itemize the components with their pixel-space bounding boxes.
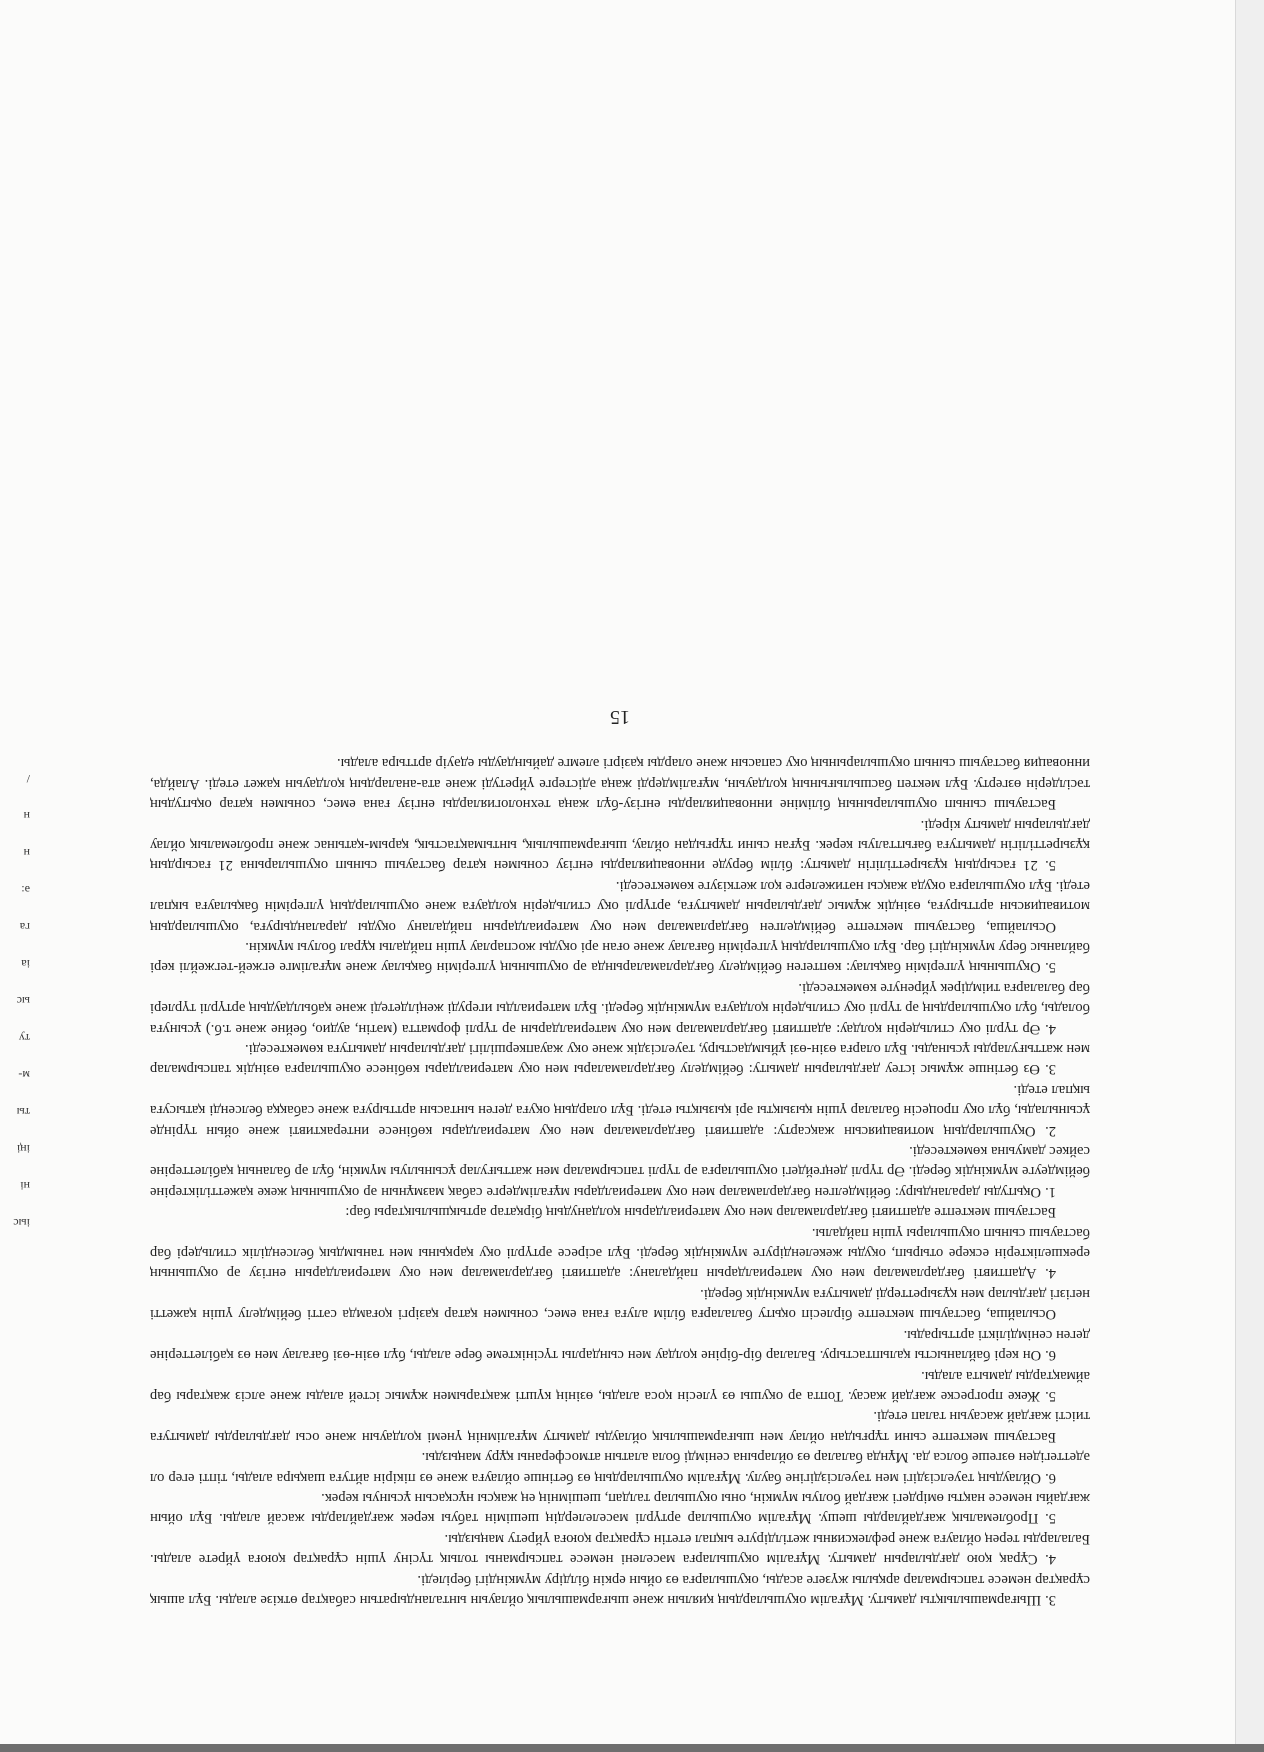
paragraph: 5. Проблемалық жағдайларды шешу. Мұғалім оқушылар әртүрлі мәселелердің шешімін табуы керек жағдайларды жасай алады. Бұл ойын жағдайы немесе нақты өмірдегі жағдай болуы мүмкін, оны оқушылар талдап, шешімнің ең жақсы нұсқасын ұсынуы керек. xyxy=(150,1489,1090,1527)
adjacent-page-text-fragments xyxy=(6,760,30,1241)
paragraph: 4. Сұрақ қою дағдыларын дамыту. Мұғалім оқушыларға мәселені немесе тапсырманы толық түсіну үшін сұрақтар қоюға үйрете алады. Балаларды терең ойлауға және рефлексияны жетілдіруге ықпал ететін сұрақтар қоюға үйрету маңызды. xyxy=(150,1530,1090,1568)
edge-fragment: га xyxy=(19,920,30,934)
edge-fragment: ыс xyxy=(16,994,30,1008)
paragraph: 1. Оқытуды дараландыру: бейімделген бағдарламалар мен оқу материалдары мұғалімдерге сабақ мазмұнын әр оқушының жеке қажеттіліктеріне бейімдеуге мүмкіндік береді. Әр түрлі деңгейдегі оқушыларға әр түрлі тапсырмалар мен жаттығулар ұсынылуы мүмкін, бұл әр баланың қабілеттеріне сәйкес дамуына көмектеседі. xyxy=(150,1143,1090,1200)
edge-fragment: н xyxy=(23,809,30,823)
edge-fragment: ты xyxy=(16,1105,30,1119)
body-text xyxy=(150,753,1090,1610)
scanner-edge xyxy=(0,1744,1264,1752)
edge-fragment: н xyxy=(23,846,30,860)
paragraph: 6. Ойлаудың тәуелсіздігі мен тәуелсіздігіне баулу. Мұғалім оқушылардың өз бетінше ойлауға және өз пікірін айтуға шақыра алады, тіпті егер ол әдеттегіден өзгеше болса да. Мұнда балалар өз ойларына сенімді бола алатын атмосфераны құру маңызды. xyxy=(150,1449,1090,1486)
edge-fragment: іңі xyxy=(16,1142,30,1156)
edge-fragment: ні xyxy=(20,1179,30,1193)
paragraph: 5. Оқушының үлгерімін бақылау: көптеген бейімделу бағдарламаларында әр оқушының үлгерімін бақылау және мұғалімге егжей-тегжейлі кері байланыс беру мүмкіндігі бар. Бұл оқушылардың үлгерімін бағалау және оған әрі оқуды жоспарлау үшін пайдалы құрал болуы мүмкін. xyxy=(150,939,1090,976)
paragraph: Осылайша, бастауыш мектепте бейімделген бағдарламалар мен оқу материалдарын пайдалану оқуды дараландыруға, оқушылардың мотивациясын арттыруға, өзіндік жұмыс дағдыларын дамытуға, әртүрлі оқу стильдерін қолдауға және оқушылардың үлгерімін бақылауға ықпал етеді. Бұл оқушыларға оқуда жақсы нәтижелерге қол жеткізуге көмектеседі. xyxy=(150,877,1090,935)
edge-fragment: ту xyxy=(18,1031,30,1045)
paragraph: 6. Он кері байланысты қалыптастыру. Балалар бір-біріне қолдау мен сындарлы түсініктеме бере алады, бұл өзін-өзі бағалау мен өз қабілеттеріне деген сенімділікті арттырады. xyxy=(150,1326,1090,1364)
edge-fragment: іыс xyxy=(13,1216,30,1230)
paragraph: 4. Әр түрлі оқу стильдерін қолдау: адаптивті бағдарламалар мен оқу материалдарын әр түрлі форматта (мәтін, аудио, бейне және т.б.) ұсынуға болады, бұл оқушылардың әр түрлі оқу стильдерін қолдауға мүмкіндік береді. Бұл материалды игеруді жеңілдетеді және қабылдаудың әртүрлі түрлері бар балаларға тиімдірек үйренуге көмектеседі. xyxy=(150,979,1090,1037)
edge-fragment: / xyxy=(26,772,30,786)
paragraph: 5. 21 ғасырдың құзыреттілігін дамыту: білім беруде инновацияларды енгізу сонымен қатар бастауыш сынып оқушыларына 21 ғасырдың құзыреттілігін дамытуға бағытталуы керек. Бұған сыни тұрғыдан ойлау, шығармашылық, ынтымақтастық, қарым-қатынас және проблемалық ойлау дағдыларын дамыту кіреді. xyxy=(150,816,1090,874)
paragraph: Бастауыш сынып оқушыларының біліміне инновацияларды енгізу-бұл жаңа технологияларды енгізу ғана емес, сонымен қатар оқытудың тәсілдерін өзгерту. Бұл мектеп басшылығының қолдауын, мұғалімдерді жаңа әдістерге үйретуді және ата-аналардың қолдауын қажет етеді. Алайда, инновация бастауыш сынып оқушыларының оқу сапасын және оларды қазіргі әлемге дайындауды едәуір арттыра алады. xyxy=(150,755,1090,813)
edge-fragment: ә: xyxy=(21,883,30,897)
page-number: 15 xyxy=(610,705,630,728)
paragraph: 5. Жеке прогреске жағдай жасау. Топта әр оқушы өз үлесін қоса алады, өзінің күшті жақтарымен жұмыс істей алады және әлсіз жақтары бар аймақтарды дамыта алады. xyxy=(150,1367,1090,1404)
edge-fragment: м- xyxy=(18,1068,30,1082)
paragraph: 4. Адаптивті бағдарламалар мен оқу материалдарын пайдалану: адаптивті бағдарламалар мен оқу материалдарын енгізу әр оқушының ерекшеліктерін ескере отырып, оқуды жекелендіруге мүмкіндік береді. Бұл әсіресе әртүрлі оқу қарқыны мен танымдық белсенділік стильдері бар бастауыш сынып оқушылары үшін пайдалы. xyxy=(150,1224,1090,1282)
paragraph: Бастауыш мектепте адаптивті бағдарламалар мен оқу материалдарын қолданудың бірқатар артықшылықтары бар: xyxy=(345,1204,1056,1221)
paragraph: 3. Өз бетінше жұмыс істеу дағдыларын дамыту: бейімделу бағдарламалары мен оқу материалдары көбінесе оқушыларға өзіндік тапсырмалар мен жаттығуларды ұсынады. Бұл оларға өзін-өзі ұйымдастыру, тәуелсіздік және оқу жауапкершілігі дағдыларын дамытуға көмектеседі. xyxy=(150,1041,1090,1078)
adjacent-page-strip xyxy=(1235,0,1264,1752)
paragraph: 2. Оқушылардың мотивациясын жақсарту: адаптивті бағдарламалар мен оқу материалдары көбінесе интерактивті және ойын түрінде ұсынылады, бұл оқу процесін балалар үшін қызықты әрі қызықты етеді. Бұл олардың оқуға деген ынтасын арттыруға және сабаққа белсенді қатысуға ықпал етеді. xyxy=(150,1081,1090,1139)
edge-fragment: іа xyxy=(21,957,30,971)
paragraph: 3. Шығармашылықты дамыту. Мұғалім оқушылардың қиялын және шығармашылық ойлауын ынталандыратын сабақтар өткізе алады. Бұл ашық сұрақтар немесе тапсырмалар арқылы жүзеге асады, оқушыларға өз ойын еркін білдіру мүмкіндігі беріледі. xyxy=(150,1571,1090,1608)
paragraph: Осылайша, бастауыш мектепте бірлесіп оқыту балаларға білім алуға ғана емес, сонымен қатар қазіргі қоғамда сәтті бейімделу үшін қажетті негізгі дағдылар мен құзыреттерді дамытуға мүмкіндік береді. xyxy=(150,1285,1090,1323)
paragraph: Бастауыш мектепте сыни тұрғыдан ойлау мен шығармашылық ойлауды дамыту мұғалімнің үнемі қолдауын және осы дағдыларды дамытуға тиісті жағдай жасауын талап етеді. xyxy=(150,1408,1090,1445)
rotated-page-content xyxy=(150,150,1090,1610)
